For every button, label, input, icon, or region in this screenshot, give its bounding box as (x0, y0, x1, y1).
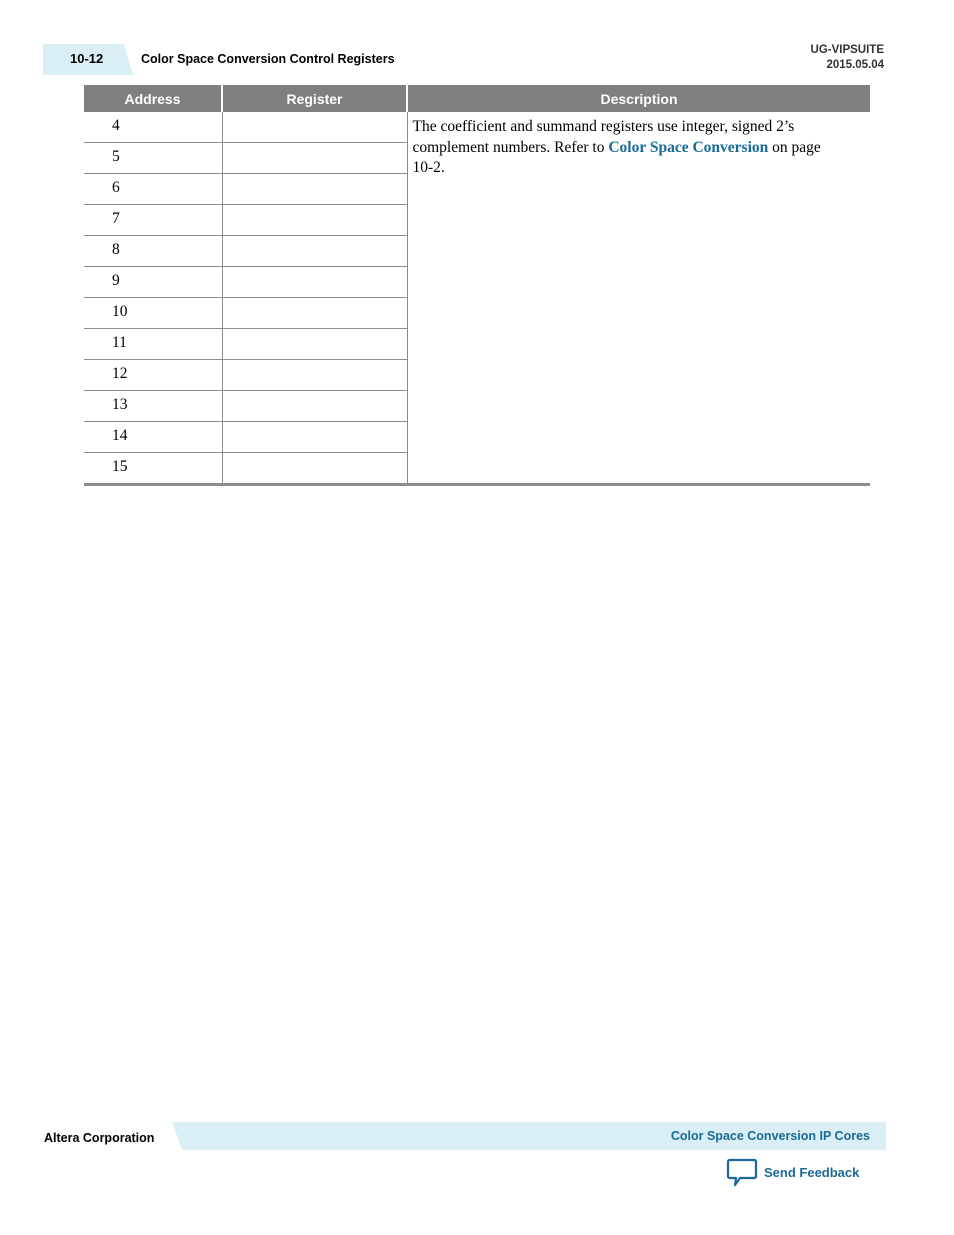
register-cell (222, 267, 407, 298)
send-feedback-label: Send Feedback (764, 1164, 860, 1180)
address-cell: 13 (84, 391, 222, 422)
register-cell (222, 298, 407, 329)
register-cell (222, 329, 407, 360)
color-space-conversion-link[interactable]: Color Space Conversion (608, 138, 769, 156)
register-cell (222, 205, 407, 236)
description-cell (407, 112, 870, 485)
address-cell: 10 (84, 298, 222, 329)
address-cell: 9 (84, 267, 222, 298)
send-feedback-link[interactable] (726, 1157, 859, 1187)
description-text-end: on page 10-2. (412, 138, 821, 176)
address-cell: 7 (84, 205, 222, 236)
document-id: UG-VIPSUITE (810, 44, 884, 56)
register-table (84, 85, 870, 486)
address-cell: 4 (84, 112, 222, 143)
address-cell: 11 (84, 329, 222, 360)
speech-bubble-icon (726, 1157, 758, 1187)
page-number: 10-12 (70, 51, 104, 66)
register-cell (222, 174, 407, 205)
column-header-description: Description (407, 85, 870, 112)
address-cell: 8 (84, 236, 222, 267)
register-cell (222, 143, 407, 174)
address-cell: 14 (84, 422, 222, 453)
document-id-block (811, 43, 884, 73)
table-row (84, 112, 870, 143)
address-cell: 15 (112, 458, 128, 475)
register-cell (222, 236, 407, 267)
column-header-register: Register (222, 85, 407, 112)
address-cell: 6 (84, 174, 222, 205)
table-header-row (84, 85, 870, 112)
document-date: 2015.05.04 (826, 59, 884, 71)
address-cell: 12 (84, 360, 222, 391)
register-cell (222, 422, 407, 453)
register-cell (222, 360, 407, 391)
register-cell (222, 391, 407, 422)
section-title: Color Space Conversion Control Registers (141, 52, 395, 66)
address-cell: 5 (84, 143, 222, 174)
company-name: Altera Corporation (44, 1131, 155, 1145)
column-header-address: Address (84, 85, 222, 112)
register-cell (222, 453, 407, 485)
description-text: The coefficient and summand registers use integer, signed 2’s complement numbers. Refer to (412, 118, 795, 156)
chapter-title: Color Space Conversion IP Cores (670, 1129, 870, 1143)
register-cell (222, 112, 407, 143)
